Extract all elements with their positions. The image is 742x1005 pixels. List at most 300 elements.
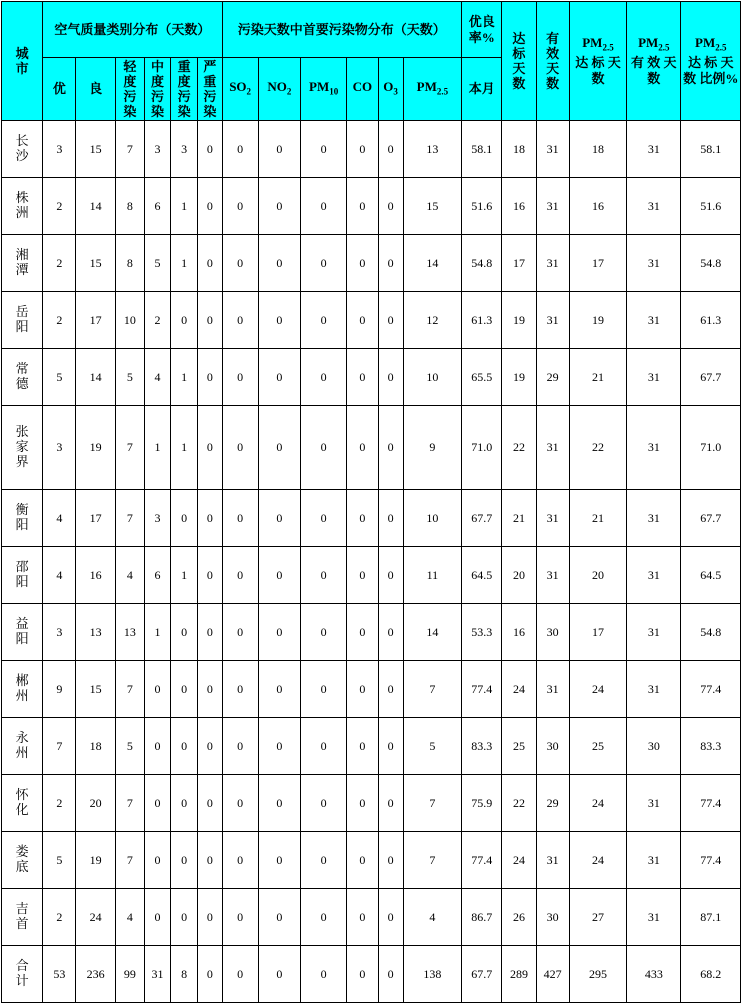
value-cell: 0 (378, 889, 403, 946)
value-cell: 99 (115, 946, 144, 1003)
value-cell: 67.7 (462, 490, 502, 547)
value-cell: 6 (144, 547, 170, 604)
city-cell: 邵阳 (2, 547, 43, 604)
value-cell: 31 (536, 121, 569, 178)
value-cell: 0 (222, 718, 258, 775)
value-cell: 0 (222, 121, 258, 178)
value-cell: 0 (378, 604, 403, 661)
value-cell: 61.3 (681, 292, 741, 349)
value-cell: 0 (222, 604, 258, 661)
value-cell: 4 (115, 889, 144, 946)
header-category-1: 良 (76, 58, 115, 121)
header-standard-days: 达标天数 (502, 2, 536, 121)
value-cell: 9 (403, 406, 461, 490)
value-cell: 2 (43, 775, 76, 832)
value-cell: 7 (115, 121, 144, 178)
value-cell: 4 (115, 547, 144, 604)
value-cell: 0 (347, 349, 378, 406)
value-cell: 0 (301, 121, 347, 178)
value-cell: 14 (403, 604, 461, 661)
value-cell: 24 (502, 661, 536, 718)
value-cell: 0 (222, 349, 258, 406)
value-cell: 4 (43, 547, 76, 604)
value-cell: 21 (569, 490, 626, 547)
value-cell: 68.2 (681, 946, 741, 1003)
value-cell: 0 (378, 547, 403, 604)
value-cell: 2 (144, 292, 170, 349)
value-cell: 31 (536, 235, 569, 292)
value-cell: 19 (76, 832, 115, 889)
value-cell: 0 (171, 604, 198, 661)
table-row (2, 661, 741, 718)
value-cell: 0 (378, 178, 403, 235)
value-cell: 31 (536, 178, 569, 235)
value-cell: 64.5 (681, 547, 741, 604)
value-cell: 0 (198, 121, 222, 178)
table-row (2, 547, 741, 604)
value-cell: 0 (301, 889, 347, 946)
value-cell: 0 (198, 661, 222, 718)
value-cell: 0 (258, 889, 300, 946)
value-cell: 2 (43, 889, 76, 946)
value-cell: 77.4 (462, 832, 502, 889)
table-row (2, 604, 741, 661)
value-cell: 5 (43, 832, 76, 889)
value-cell: 31 (536, 292, 569, 349)
value-cell: 0 (347, 775, 378, 832)
value-cell: 31 (627, 775, 681, 832)
value-cell: 58.1 (462, 121, 502, 178)
value-cell: 31 (627, 406, 681, 490)
value-cell: 1 (171, 406, 198, 490)
header-pollutant-1: $NO_2$ (258, 58, 300, 121)
value-cell: 0 (258, 832, 300, 889)
value-cell: 24 (502, 832, 536, 889)
value-cell: 0 (258, 349, 300, 406)
value-cell: 0 (258, 604, 300, 661)
value-cell: 31 (627, 547, 681, 604)
value-cell: 0 (378, 946, 403, 1003)
value-cell: 1 (144, 604, 170, 661)
value-cell: 24 (76, 889, 115, 946)
value-cell: 6 (144, 178, 170, 235)
value-cell: 0 (144, 661, 170, 718)
value-cell: 15 (76, 661, 115, 718)
header-city: 城市 (2, 2, 43, 121)
value-cell: 31 (627, 832, 681, 889)
value-cell: 31 (627, 292, 681, 349)
value-cell: 0 (347, 406, 378, 490)
value-cell: 16 (76, 547, 115, 604)
city-cell: 怀化 (2, 775, 43, 832)
value-cell: 1 (144, 406, 170, 490)
table-row (2, 832, 741, 889)
value-cell: 1 (171, 349, 198, 406)
value-cell: 20 (502, 547, 536, 604)
value-cell: 0 (258, 547, 300, 604)
value-cell: 22 (502, 775, 536, 832)
header-pollutant-5: $PM_{2.5}$ (403, 58, 461, 121)
value-cell: 71.0 (681, 406, 741, 490)
city-cell: 益阳 (2, 604, 43, 661)
value-cell: 17 (569, 604, 626, 661)
value-cell: 0 (144, 832, 170, 889)
value-cell: 0 (378, 490, 403, 547)
value-cell: 61.3 (462, 292, 502, 349)
value-cell: 30 (536, 604, 569, 661)
value-cell: 0 (347, 661, 378, 718)
value-cell: 71.0 (462, 406, 502, 490)
value-cell: 17 (76, 490, 115, 547)
header-category-0: 优 (43, 58, 76, 121)
value-cell: 0 (198, 547, 222, 604)
value-cell: 2 (43, 292, 76, 349)
value-cell: 0 (301, 775, 347, 832)
value-cell: 31 (627, 349, 681, 406)
value-cell: 31 (627, 889, 681, 946)
value-cell: 0 (258, 235, 300, 292)
value-cell: 18 (76, 718, 115, 775)
value-cell: 31 (627, 121, 681, 178)
value-cell: 19 (569, 292, 626, 349)
value-cell: 83.3 (462, 718, 502, 775)
value-cell: 21 (569, 349, 626, 406)
value-cell: 0 (347, 235, 378, 292)
value-cell: 54.8 (681, 604, 741, 661)
value-cell: 0 (198, 292, 222, 349)
value-cell: 24 (569, 775, 626, 832)
value-cell: 26 (502, 889, 536, 946)
value-cell: 0 (222, 661, 258, 718)
value-cell: 0 (301, 832, 347, 889)
value-cell: 236 (76, 946, 115, 1003)
value-cell: 0 (171, 292, 198, 349)
value-cell: 22 (569, 406, 626, 490)
value-cell: 0 (198, 775, 222, 832)
city-cell: 合计 (2, 946, 43, 1003)
value-cell: 0 (222, 178, 258, 235)
value-cell: 51.6 (462, 178, 502, 235)
value-cell: 0 (198, 946, 222, 1003)
city-cell: 郴州 (2, 661, 43, 718)
value-cell: 17 (569, 235, 626, 292)
value-cell: 16 (502, 604, 536, 661)
value-cell: 4 (144, 349, 170, 406)
value-cell: 0 (144, 718, 170, 775)
value-cell: 0 (301, 490, 347, 547)
value-cell: 3 (43, 121, 76, 178)
value-cell: 0 (301, 235, 347, 292)
value-cell: 0 (378, 121, 403, 178)
value-cell: 0 (378, 406, 403, 490)
header-category-2: 轻度污染 (115, 58, 144, 121)
value-cell: 13 (76, 604, 115, 661)
header-category-3: 中度污染 (144, 58, 170, 121)
value-cell: 0 (378, 349, 403, 406)
value-cell: 0 (347, 178, 378, 235)
value-cell: 25 (502, 718, 536, 775)
value-cell: 0 (301, 946, 347, 1003)
value-cell: 0 (258, 121, 300, 178)
value-cell: 0 (258, 292, 300, 349)
value-cell: 22 (502, 406, 536, 490)
value-cell: 53.3 (462, 604, 502, 661)
value-cell: 0 (198, 604, 222, 661)
value-cell: 25 (569, 718, 626, 775)
city-cell: 张家界 (2, 406, 43, 490)
value-cell: 0 (347, 946, 378, 1003)
value-cell: 0 (171, 490, 198, 547)
value-cell: 65.5 (462, 349, 502, 406)
header-pm25-standard: $PM_{2.5}$ 达 标 天数 (569, 2, 626, 121)
value-cell: 0 (222, 292, 258, 349)
value-cell: 12 (403, 292, 461, 349)
value-cell: 3 (144, 490, 170, 547)
value-cell: 5 (403, 718, 461, 775)
value-cell: 0 (301, 661, 347, 718)
value-cell: 2 (43, 235, 76, 292)
value-cell: 0 (258, 775, 300, 832)
value-cell: 0 (171, 832, 198, 889)
value-cell: 67.7 (681, 349, 741, 406)
value-cell: 7 (43, 718, 76, 775)
value-cell: 0 (198, 349, 222, 406)
value-cell: 31 (627, 661, 681, 718)
value-cell: 0 (258, 178, 300, 235)
value-cell: 77.4 (681, 775, 741, 832)
value-cell: 0 (198, 718, 222, 775)
city-cell: 长沙 (2, 121, 43, 178)
value-cell: 31 (627, 235, 681, 292)
value-cell: 87.1 (681, 889, 741, 946)
header-pollutant-4: $O_3$ (378, 58, 403, 121)
value-cell: 7 (403, 832, 461, 889)
value-cell: 83.3 (681, 718, 741, 775)
value-cell: 30 (536, 718, 569, 775)
value-cell: 0 (198, 406, 222, 490)
value-cell: 67.7 (681, 490, 741, 547)
table-row (2, 889, 741, 946)
value-cell: 0 (171, 775, 198, 832)
table-row (2, 718, 741, 775)
value-cell: 0 (171, 661, 198, 718)
value-cell: 5 (115, 718, 144, 775)
value-cell: 10 (115, 292, 144, 349)
value-cell: 13 (403, 121, 461, 178)
value-cell: 7 (115, 832, 144, 889)
value-cell: 13 (115, 604, 144, 661)
value-cell: 7 (403, 775, 461, 832)
value-cell: 1 (171, 547, 198, 604)
value-cell: 19 (502, 292, 536, 349)
value-cell: 31 (536, 490, 569, 547)
value-cell: 53 (43, 946, 76, 1003)
value-cell: 31 (536, 832, 569, 889)
value-cell: 11 (403, 547, 461, 604)
value-cell: 16 (569, 178, 626, 235)
value-cell: 16 (502, 178, 536, 235)
value-cell: 19 (76, 406, 115, 490)
value-cell: 27 (569, 889, 626, 946)
value-cell: 0 (198, 178, 222, 235)
value-cell: 5 (43, 349, 76, 406)
value-cell: 0 (258, 718, 300, 775)
header-category-group: 空气质量类别分布（天数） (43, 2, 222, 58)
value-cell: 0 (222, 889, 258, 946)
value-cell: 0 (378, 235, 403, 292)
value-cell: 0 (301, 718, 347, 775)
header-pollutant-group: 污染天数中首要污染物分布（天数） (222, 2, 462, 58)
city-cell: 衡阳 (2, 490, 43, 547)
header-good-rate-month: 本月 (462, 58, 502, 121)
value-cell: 31 (536, 406, 569, 490)
table-row (2, 946, 741, 1003)
header-category-4: 重度污染 (171, 58, 198, 121)
city-cell: 永州 (2, 718, 43, 775)
value-cell: 0 (144, 889, 170, 946)
value-cell: 14 (76, 349, 115, 406)
value-cell: 0 (144, 775, 170, 832)
city-cell: 湘潭 (2, 235, 43, 292)
header-pollutant-2: $PM_{10}$ (301, 58, 347, 121)
table-row (2, 178, 741, 235)
value-cell: 0 (347, 121, 378, 178)
city-cell: 娄底 (2, 832, 43, 889)
table-row (2, 292, 741, 349)
table-row (2, 121, 741, 178)
header-pm25-valid: $PM_{2.5}$ 有 效 天数 (627, 2, 681, 121)
value-cell: 29 (536, 775, 569, 832)
header-good-rate: 优良率% (462, 2, 502, 58)
value-cell: 0 (378, 775, 403, 832)
table-row (2, 235, 741, 292)
value-cell: 9 (43, 661, 76, 718)
value-cell: 433 (627, 946, 681, 1003)
value-cell: 29 (536, 349, 569, 406)
value-cell: 0 (222, 406, 258, 490)
value-cell: 14 (403, 235, 461, 292)
value-cell: 31 (627, 604, 681, 661)
value-cell: 427 (536, 946, 569, 1003)
table-row (2, 406, 741, 490)
value-cell: 24 (569, 832, 626, 889)
value-cell: 10 (403, 490, 461, 547)
value-cell: 17 (502, 235, 536, 292)
value-cell: 8 (115, 178, 144, 235)
value-cell: 0 (222, 235, 258, 292)
value-cell: 18 (502, 121, 536, 178)
value-cell: 7 (115, 775, 144, 832)
value-cell: 0 (258, 490, 300, 547)
city-cell: 株洲 (2, 178, 43, 235)
value-cell: 0 (198, 235, 222, 292)
value-cell: 0 (347, 604, 378, 661)
value-cell: 5 (115, 349, 144, 406)
value-cell: 0 (347, 292, 378, 349)
value-cell: 0 (378, 832, 403, 889)
city-cell: 岳阳 (2, 292, 43, 349)
value-cell: 7 (403, 661, 461, 718)
value-cell: 3 (43, 604, 76, 661)
header-valid-days: 有效天数 (536, 2, 569, 121)
value-cell: 31 (627, 178, 681, 235)
value-cell: 15 (76, 235, 115, 292)
value-cell: 31 (536, 661, 569, 718)
value-cell: 289 (502, 946, 536, 1003)
value-cell: 54.8 (681, 235, 741, 292)
value-cell: 0 (171, 718, 198, 775)
air-quality-table (1, 1, 741, 1003)
value-cell: 0 (347, 832, 378, 889)
value-cell: 5 (144, 235, 170, 292)
value-cell: 19 (502, 349, 536, 406)
value-cell: 138 (403, 946, 461, 1003)
value-cell: 0 (198, 490, 222, 547)
value-cell: 21 (502, 490, 536, 547)
value-cell: 14 (76, 178, 115, 235)
value-cell: 4 (403, 889, 461, 946)
value-cell: 75.9 (462, 775, 502, 832)
value-cell: 0 (222, 490, 258, 547)
table-row (2, 775, 741, 832)
value-cell: 0 (258, 406, 300, 490)
value-cell: 0 (378, 661, 403, 718)
value-cell: 0 (301, 406, 347, 490)
value-cell: 0 (171, 889, 198, 946)
value-cell: 7 (115, 406, 144, 490)
value-cell: 30 (627, 718, 681, 775)
value-cell: 67.7 (462, 946, 502, 1003)
value-cell: 0 (222, 946, 258, 1003)
city-cell: 吉首 (2, 889, 43, 946)
value-cell: 4 (43, 490, 76, 547)
value-cell: 2 (43, 178, 76, 235)
value-cell: 18 (569, 121, 626, 178)
value-cell: 3 (144, 121, 170, 178)
value-cell: 0 (347, 889, 378, 946)
value-cell: 295 (569, 946, 626, 1003)
value-cell: 3 (171, 121, 198, 178)
value-cell: 20 (569, 547, 626, 604)
value-cell: 15 (403, 178, 461, 235)
value-cell: 0 (301, 292, 347, 349)
value-cell: 0 (378, 718, 403, 775)
header-pm25-ratio: $PM_{2.5}$ 达 标 天 数 比例% (681, 2, 741, 121)
value-cell: 51.6 (681, 178, 741, 235)
value-cell: 17 (76, 292, 115, 349)
value-cell: 30 (536, 889, 569, 946)
value-cell: 86.7 (462, 889, 502, 946)
value-cell: 0 (301, 604, 347, 661)
value-cell: 77.4 (462, 661, 502, 718)
value-cell: 1 (171, 235, 198, 292)
value-cell: 10 (403, 349, 461, 406)
value-cell: 0 (198, 889, 222, 946)
header-pollutant-0: $SO_2$ (222, 58, 258, 121)
value-cell: 20 (76, 775, 115, 832)
value-cell: 15 (76, 121, 115, 178)
value-cell: 7 (115, 490, 144, 547)
value-cell: 54.8 (462, 235, 502, 292)
city-cell: 常德 (2, 349, 43, 406)
value-cell: 3 (43, 406, 76, 490)
value-cell: 0 (347, 718, 378, 775)
value-cell: 0 (258, 661, 300, 718)
value-cell: 0 (301, 547, 347, 604)
value-cell: 0 (347, 490, 378, 547)
table-row (2, 349, 741, 406)
value-cell: 1 (171, 178, 198, 235)
